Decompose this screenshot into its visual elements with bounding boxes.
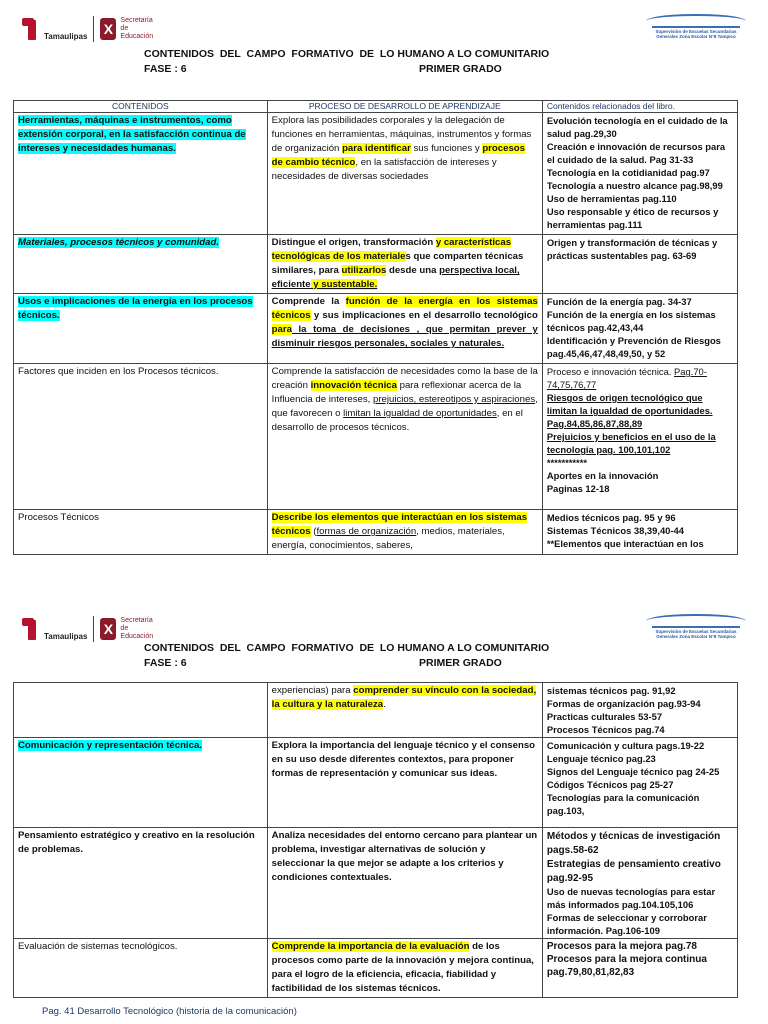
proceso-cell: Describe los elementos que interactúan en los sistemas técnicos (formas de organización, medios, materiales, energía, conocimientos, saberes,	[267, 510, 542, 555]
proceso-cell: Comprende la importancia de la evaluación de los procesos como parte de la innovación y mejora continua, para el logro de la eficiencia, eficacia, fiabilidad y factibilidad de los sistemas técnicos.	[267, 939, 542, 998]
contenido-cell: Factores que inciden en los Procesos técnicos.	[14, 364, 268, 510]
table-row	[14, 828, 738, 939]
contenido-cell: Herramientas, máquinas e instrumentos, como extensión corporal, en la satisfacción continua de intereses y necesidades humanas.	[14, 113, 268, 235]
secretaria-x-icon: X	[100, 618, 116, 640]
contenido-cell: Comunicación y representación técnica.	[14, 738, 268, 828]
proceso-cell: Comprende la función de la energía en los sistemas técnicos y sus implicaciones en el desarrollo tecnológico para la toma de decisiones , que permitan prever y disminuir riesgos personales, sociales y naturales.	[267, 294, 542, 364]
contenido-cell: Procesos Técnicos	[14, 510, 268, 555]
tamaulipas-t-icon	[22, 616, 42, 642]
libro-cell: Comunicación y cultura pags.19-22 Lenguaje técnico pag.23 Signos del Lenguaje técnico pag 24-25 Códigos Técnicos pag 25-27 Tecnologías para la comunicación pag.103,	[542, 738, 737, 828]
tamaulipas-logo	[22, 614, 160, 644]
logo-secretaria: Secretaría de Educación	[120, 17, 154, 40]
libro-cell: sistemas técnicos pag. 91,92 Formas de organización pag.93-94 Practicas culturales 53-57 Procesos Técnicos pag.74	[542, 683, 737, 738]
libro-cell: Función de la energía pag. 34-37 Función de la energía en los sistemas técnicos pag.42,43,44 Identificación y Prevención de Riesgos pag.45,46,47,48,49,50, y 52	[542, 294, 737, 364]
tamaulipas-t-icon	[22, 16, 42, 42]
table-row	[14, 683, 738, 738]
logo-secretaria: Secretaría de Educación	[120, 617, 154, 640]
supervision-logo	[646, 14, 746, 42]
header-proceso: PROCESO DE DESARROLLO DE APRENDIZAJE	[267, 101, 542, 113]
libro-cell: Procesos para la mejora pag.78 Procesos para la mejora continua pag.79,80,81,82,83	[542, 939, 737, 998]
grado-label: PRIMER GRADO	[419, 657, 502, 669]
proceso-cell: Explora la importancia del lenguaje técnico y el consenso en su uso desde diferentes contextos, para proponer formas de representación y comunicar sus ideas.	[267, 738, 542, 828]
contenido-cell	[14, 683, 268, 738]
supervision-logo	[646, 614, 746, 642]
contenido-cell: Evaluación de sistemas tecnológicos.	[14, 939, 268, 998]
table-row	[14, 738, 738, 828]
grado-label: PRIMER GRADO	[419, 63, 502, 75]
libro-cell: Métodos y técnicas de investigación pags.58-62 Estrategias de pensamiento creativo pag.92-95 Uso de nuevas tecnologías para estar más informados pag.104.105,106 Formas de seleccionar y corroborar información. Pag.106-109	[542, 828, 737, 939]
document-title: CONTENIDOS DEL CAMPO FORMATIVO DE LO HUMANO A LO COMUNITARIO	[144, 642, 550, 654]
table-row	[14, 113, 738, 235]
fase-label: FASE : 6	[144, 63, 187, 75]
table-header-row	[14, 101, 738, 113]
libro-cell: Medios técnicos pag. 95 y 96 Sistemas Técnicos 38,39,40-44 **Elementos que interactúan en los	[542, 510, 737, 555]
table-row	[14, 294, 738, 364]
contenido-cell: Usos e implicaciones de la energía en los procesos técnicos.	[14, 294, 268, 364]
document-page-2	[0, 600, 768, 1024]
supervision-logo-text: Supervisión de Escuelas Secundarias Generales Zona Escolar N°8 Tampico	[655, 629, 737, 639]
secretaria-x-icon: X	[100, 18, 116, 40]
supervision-logo-text: Supervisión de Escuelas Secundarias Generales Zona Escolar N°8 Tampico	[655, 29, 737, 39]
logo-name: Tamaulipas	[44, 631, 88, 641]
footer-note: Pag. 41 Desarrollo Tecnológico (historia de la comunicación)	[42, 1006, 297, 1017]
table-row	[14, 364, 738, 510]
header-contenidos: CONTENIDOS	[14, 101, 268, 113]
table-row	[14, 939, 738, 998]
table-row	[14, 510, 738, 555]
proceso-cell: Analiza necesidades del entorno cercano para plantear un problema, investigar alternativas de solución y seleccionar la que mejor se adapte a los criterios y condiciones contextuales.	[267, 828, 542, 939]
contenido-cell: Pensamiento estratégico y creativo en la resolución de problemas.	[14, 828, 268, 939]
contents-table-page-1	[13, 100, 738, 555]
proceso-cell: experiencias) para comprender su vínculo con la sociedad, la cultura y la naturaleza.	[267, 683, 542, 738]
logo-name: Tamaulipas	[44, 31, 88, 41]
fase-label: FASE : 6	[144, 657, 187, 669]
table-row	[14, 235, 738, 294]
proceso-cell: Explora las posibilidades corporales y la delegación de funciones en herramientas, máquinas, instrumentos y formas de organización para identificar sus funciones y procesos de cambio técnico, en la satisfacción de intereses y necesidades de diversas sociedades	[267, 113, 542, 235]
tamaulipas-logo	[22, 14, 160, 44]
libro-cell: Evolución tecnología en el cuidado de la salud pag.29,30 Creación e innovación de recursos para el cuidado de la salud. Pag 31-33 Tecnología en la cotidianidad pag.97 Tecnología a nuestro alcance pag.98,99 Uso de herramientas pag.110 Uso responsable y ético de recursos y herramientas pag.111	[542, 113, 737, 235]
header-libro: Contenidos relacionados del libro.	[542, 101, 737, 113]
libro-cell: Proceso e innovación técnica. Pag.70-74,75,76,77 Riesgos de origen tecnológico que limitan la igualdad de oportunidades. Pag.84,85,86,87,88,89 Prejuicios y beneficios en el uso de la tecnología pag. 100,101,102 *********** Aportes en la innovación Paginas 12-18	[542, 364, 737, 510]
document-title: CONTENIDOS DEL CAMPO FORMATIVO DE LO HUMANO A LO COMUNITARIO	[144, 48, 550, 60]
libro-cell: Origen y transformación de técnicas y prácticas sustentables pag. 63-69	[542, 235, 737, 294]
contenido-cell: Materiales, procesos técnicos y comunidad.	[14, 235, 268, 294]
proceso-cell: Distingue el origen, transformación y características tecnológicas de los materiales que comparten técnicas similares, para utilizarlos desde una perspectiva local, eficiente y sustentable.	[267, 235, 542, 294]
proceso-cell: Comprende la satisfacción de necesidades como la base de la creación innovación técnica para reflexionar acerca de la Influencia de intereses, prejuicios, estereotipos y aspiraciones, que favorecen o limitan la igualdad de oportunidades, en el desarrollo de procesos técnicos.	[267, 364, 542, 510]
contents-table-page-2	[13, 682, 738, 998]
